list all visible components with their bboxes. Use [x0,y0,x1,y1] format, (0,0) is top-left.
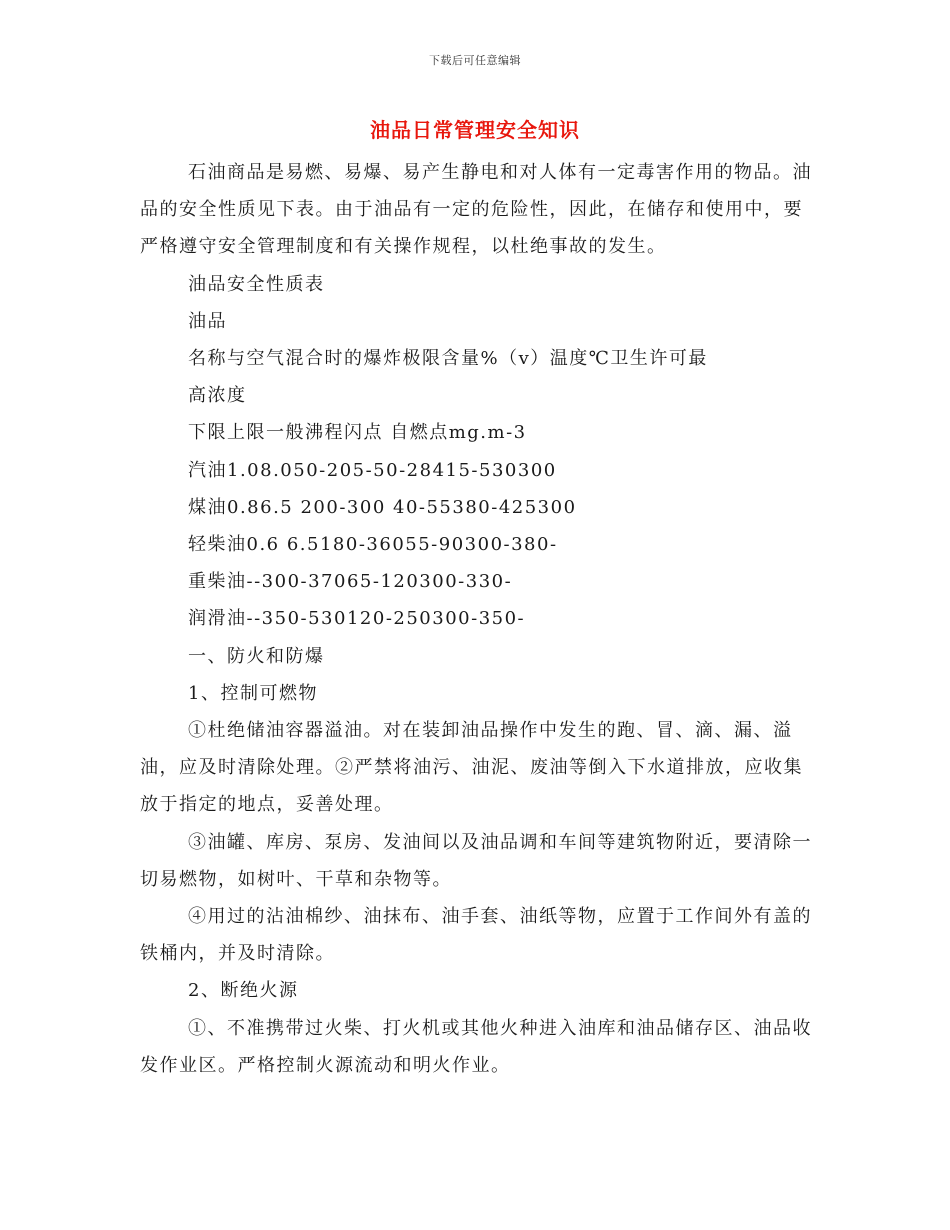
table-row-gasoline: 汽油1.08.050-205-50-28415-530300 [188,459,557,481]
table-caption: 油品安全性质表 [188,273,325,295]
document-title: 油品日常管理安全知识 [370,118,580,142]
table-row-kerosene: 煤油0.86.5 200-300 40-55380-425300 [188,496,577,518]
subsection-heading-control-combustibles: 1、控制可燃物 [188,682,318,704]
section-heading-fire-prevention: 一、防火和防爆 [188,645,325,667]
page-header-note: 下载后可任意编辑 [429,54,521,67]
subsection-heading-cut-fire-source: 2、断绝火源 [188,980,299,1002]
table-header-line: 下限上限一般沸程闪点 自燃点mg.m-3 [188,422,527,444]
table-row-heavy-diesel: 重柴油--300-37065-120300-330- [188,571,513,593]
paragraph-item-4: ④用过的沾油棉纱、油抹布、油手套、油纸等物，应置于工作间外有盖的铁桶内，并及时清除。 [140,906,812,965]
table-header-line: 油品 [188,310,227,332]
paragraph-item-1-2: ①杜绝储油容器溢油。对在装卸油品操作中发生的跑、冒、滴、漏、溢油，应及时清除处理。②严禁将油污、油泥、废油等倒入下水道排放，应收集放于指定的地点，妥善处理。 [140,720,803,816]
table-header-line: 高浓度 [188,385,247,407]
table-row-light-diesel: 轻柴油0.6 6.5180-36055-90300-380- [188,534,558,556]
paragraph-fire-source-item-1: ①、不准携带过火柴、打火机或其他火种进入油库和油品储存区、油品收发作业区。严格控制火源流动和明火作业。 [140,1017,812,1076]
table-header-line: 名称与空气混合时的爆炸极限含量%（v）温度℃卫生许可最 [188,348,708,370]
paragraph-intro: 石油商品是易燃、易爆、易产生静电和对人体有一定毒害作用的物品。油品的安全性质见下表。由于油品有一定的危险性，因此，在储存和使用中，要严格遵守安全管理制度和有关操作规程，以杜绝事故的发生。 [140,162,812,258]
document-body [140,154,812,1084]
table-row-lubricant: 润滑油--350-530120-250300-350- [188,608,526,630]
paragraph-item-3: ③油罐、库房、泵房、发油间以及油品调和车间等建筑物附近，要清除一切易燃物，如树叶、干草和杂物等。 [140,831,812,890]
